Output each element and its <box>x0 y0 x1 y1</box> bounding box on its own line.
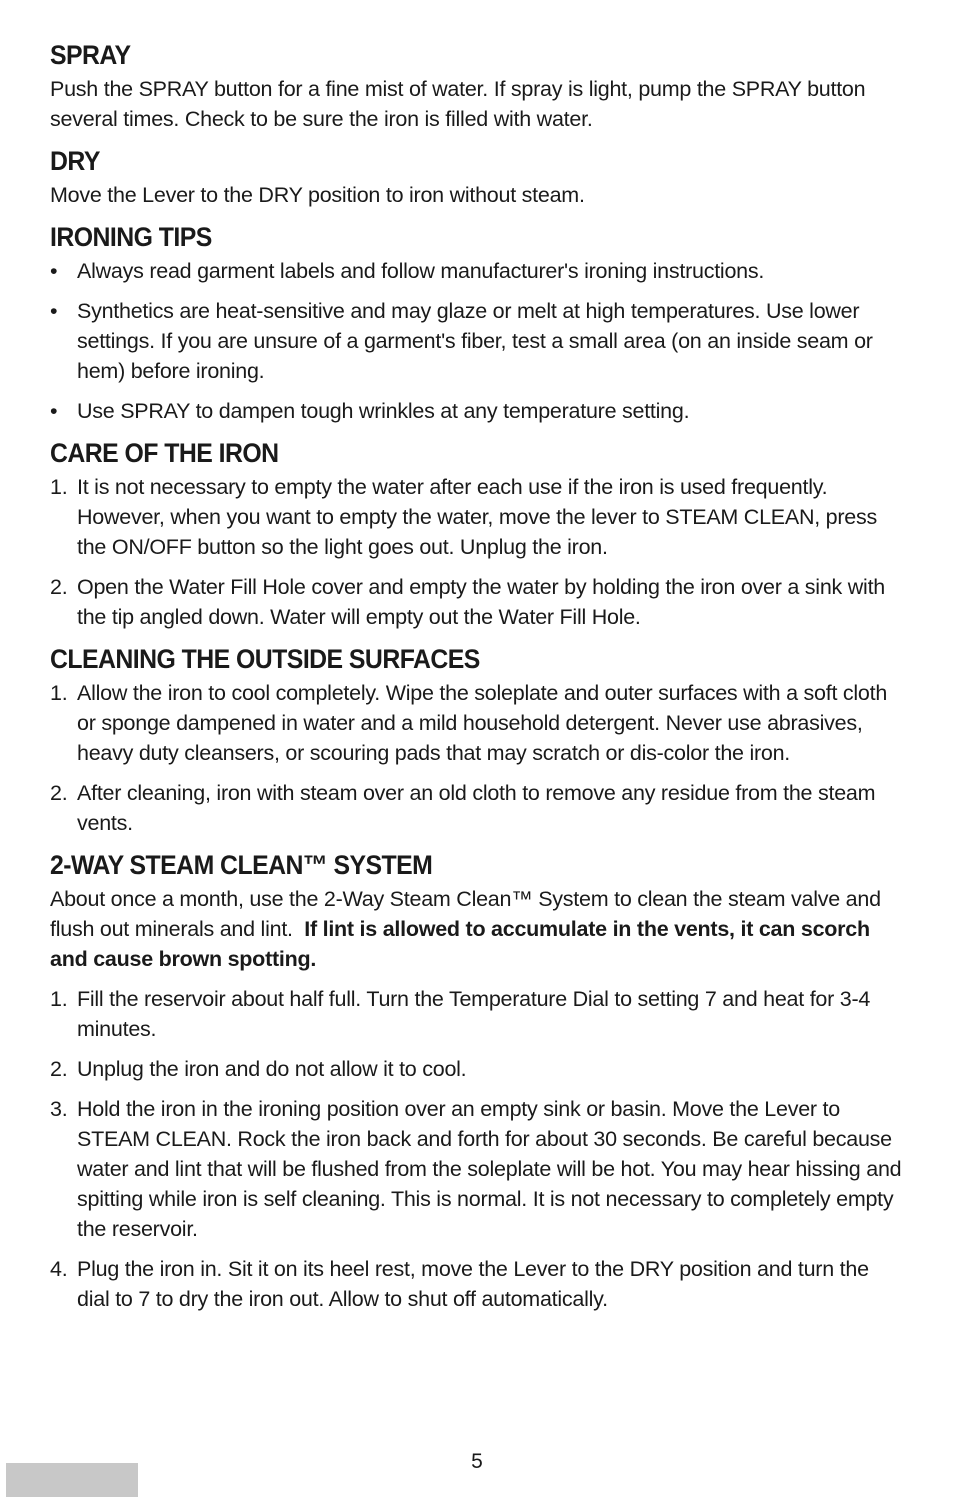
list-item-number: 4. <box>50 1257 68 1281</box>
bullet-icon: • <box>50 259 58 283</box>
cleaning-heading: CLEANING THE OUTSIDE SURFACES <box>50 644 480 674</box>
ironing-tips-list <box>50 256 906 426</box>
dry-heading: DRY <box>50 146 100 176</box>
spray-heading: SPRAY <box>50 40 131 70</box>
list-item-text: Hold the iron in the ironing position over an empty sink or basin. Move the Lever to STEAM CLEAN. Rock the iron back and forth for about 30 seconds. Be careful because water and lint that will be flushed from the soleplate will be hot. You may hear hissing and spitting while iron is self cleaning. This is normal. It is not necessary to completely empty the reservoir. <box>77 1097 902 1241</box>
list-item <box>50 778 906 838</box>
cleaning-section <box>50 642 906 838</box>
list-item <box>50 1254 906 1314</box>
list-item-text: Fill the reservoir about half full. Turn the Temperature Dial to setting 7 and heat for 3-4 minutes. <box>77 987 871 1041</box>
spray-text: Push the SPRAY button for a fine mist of water. If spray is light, pump the SPRAY button several times. Check to be sure the iron is filled with water. <box>50 77 866 131</box>
list-item <box>50 1054 906 1084</box>
list-item <box>50 1094 906 1244</box>
list-item-number: 2. <box>50 575 68 599</box>
cleaning-list <box>50 678 906 838</box>
list-item-text: Allow the iron to cool completely. Wipe the soleplate and outer surfaces with a soft cloth or sponge dampened in water and a mild household detergent. Never use abrasives, heavy duty cleansers, or scouring pads that may scratch or dis-color the iron. <box>77 681 888 765</box>
list-item-text: Always read garment labels and follow manufacturer's ironing instructions. <box>77 259 765 283</box>
list-item-text: Unplug the iron and do not allow it to cool. <box>77 1057 467 1081</box>
list-item-text: Synthetics are heat-sensitive and may glaze or melt at high temperatures. Use lower settings. If you are unsure of a garment's fiber, test a small area (on an inside seam or hem) before ironing. <box>77 299 873 383</box>
list-item <box>50 296 906 386</box>
care-section <box>50 436 906 632</box>
list-item-number: 1. <box>50 681 68 705</box>
list-item-text: Plug the iron in. Sit it on its heel rest, move the Lever to the DRY position and turn the dial to 7 to dry the iron out. Allow to shut off automatically. <box>77 1257 869 1311</box>
steam-clean-list <box>50 984 906 1314</box>
ironing-tips-section <box>50 220 906 426</box>
list-item-number: 2. <box>50 781 68 805</box>
list-item-number: 2. <box>50 1057 68 1081</box>
list-item <box>50 256 906 286</box>
list-item-number: 3. <box>50 1097 68 1121</box>
list-item-number: 1. <box>50 987 68 1011</box>
list-item <box>50 472 906 562</box>
page-number: 5 <box>471 1450 483 1473</box>
list-item <box>50 572 906 632</box>
steam-clean-intro <box>50 884 906 974</box>
list-item <box>50 678 906 768</box>
list-item-text: After cleaning, iron with steam over an old cloth to remove any residue from the steam vents. <box>77 781 876 835</box>
dry-text: Move the Lever to the DRY position to iron without steam. <box>50 183 585 207</box>
dry-section <box>50 144 906 210</box>
care-heading: CARE OF THE IRON <box>50 438 279 468</box>
care-list <box>50 472 906 632</box>
page-edge-tab <box>6 1463 138 1497</box>
steam-clean-warning: If lint is allowed to accumulate in the vents, it can scorch and cause brown spotting. <box>50 917 870 971</box>
steam-clean-intro-text: About once a month, use the 2-Way Steam Clean™ System to clean the steam valve and flush out minerals and lint. <box>50 887 881 941</box>
manual-page <box>50 38 906 1324</box>
list-item-text: Use SPRAY to dampen tough wrinkles at any temperature setting. <box>77 399 690 423</box>
steam-clean-section <box>50 848 906 1314</box>
spray-section <box>50 38 906 134</box>
ironing-tips-heading: IRONING TIPS <box>50 222 212 252</box>
bullet-icon: • <box>50 299 58 323</box>
list-item-number: 1. <box>50 475 68 499</box>
steam-clean-heading: 2-WAY STEAM CLEAN™ SYSTEM <box>50 850 433 880</box>
list-item <box>50 396 906 426</box>
list-item-text: It is not necessary to empty the water after each use if the iron is used frequently. However, when you want to empty the water, move the lever to STEAM CLEAN, press the ON/OFF button so the light goes out. Unplug the iron. <box>77 475 878 559</box>
bullet-icon: • <box>50 399 58 423</box>
list-item <box>50 984 906 1044</box>
list-item-text: Open the Water Fill Hole cover and empty the water by holding the iron over a sink with the tip angled down. Water will empty out the Water Fill Hole. <box>77 575 885 629</box>
